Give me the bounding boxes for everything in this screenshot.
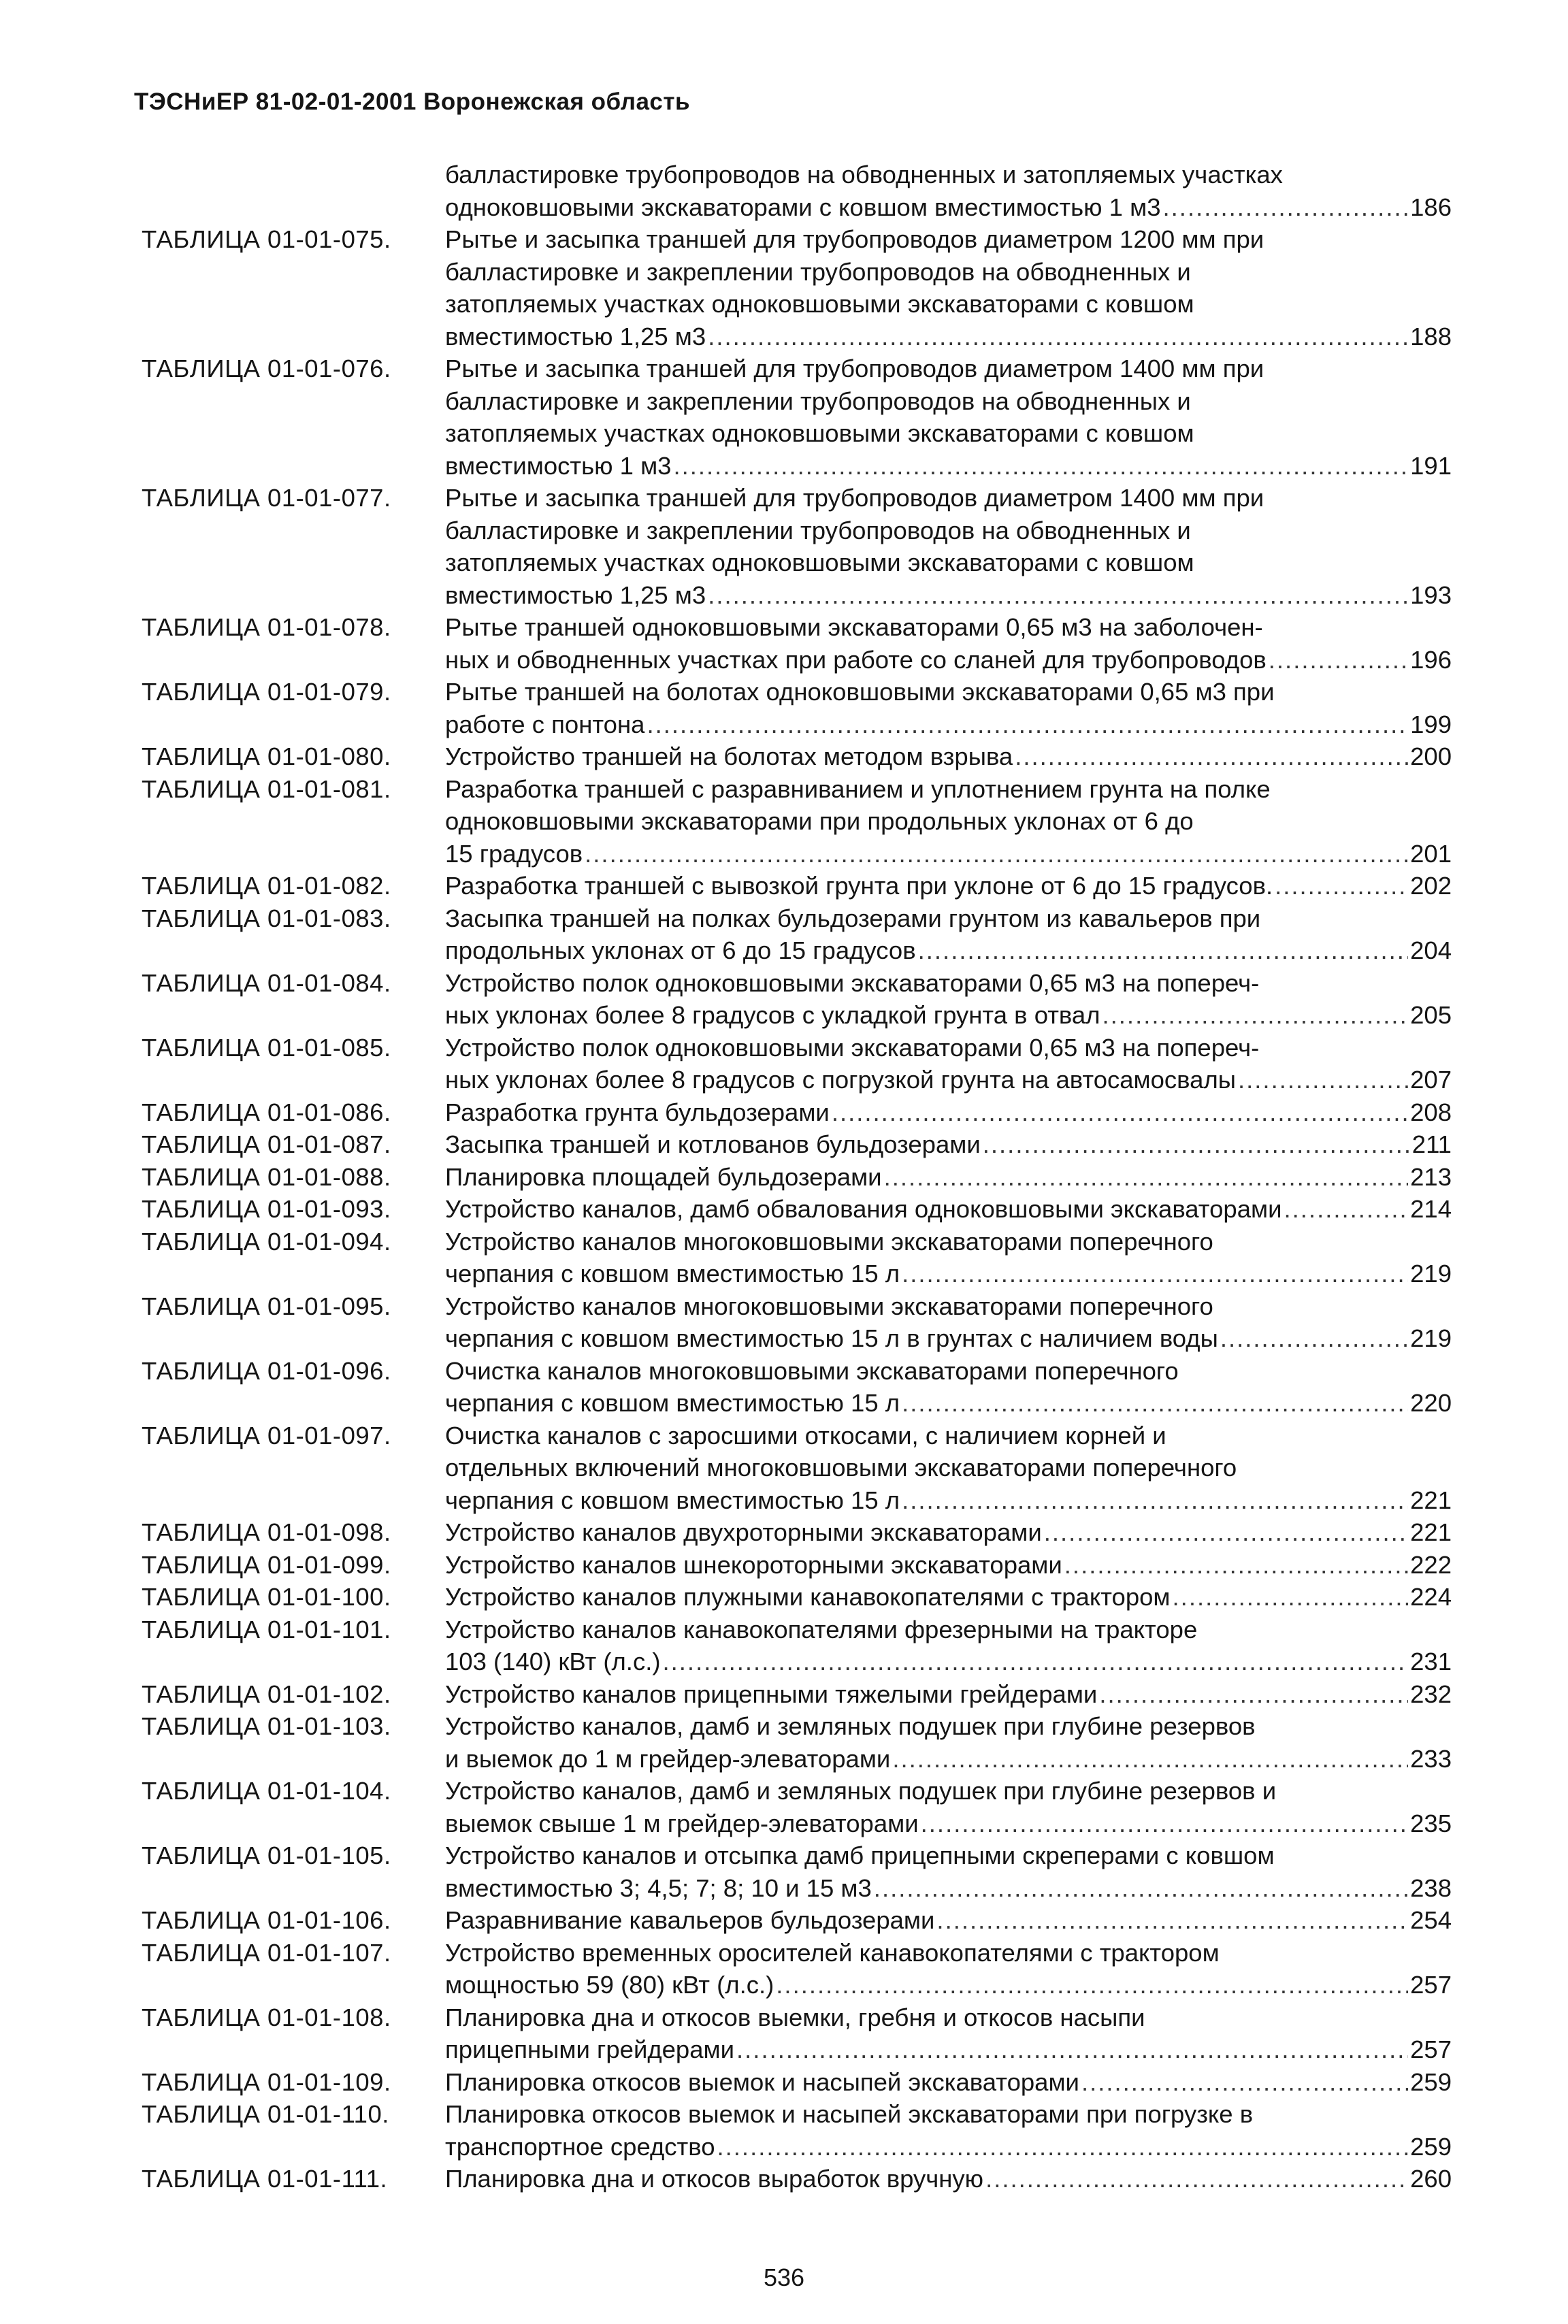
entry-last-line (445, 934, 1452, 967)
entry-label: ТАБЛИЦА 01-01-095. (142, 1292, 391, 1320)
entry-page-number: 259 (1410, 2067, 1452, 2096)
toc-entry (142, 2001, 1452, 2066)
entry-line: ных и обводненных участках при работе со сланей для трубопроводов (445, 645, 1267, 674)
entry-line: ных уклонах более 8 градусов с укладкой грунта в отвал (445, 1001, 1100, 1029)
dot-leader (717, 2131, 1409, 2163)
entry-last-line (445, 1322, 1452, 1355)
entry-line: Устройство каналов двухроторными экскаваторами (445, 1518, 1042, 1546)
entry-body (445, 1290, 1452, 1355)
page-header: ТЭСНиЕР 81-02-01-2001 Воронежская область (134, 88, 691, 115)
entry-body (445, 902, 1452, 967)
entry-label: ТАБЛИЦА 01-01-107. (142, 1938, 391, 1967)
entry-last-line (445, 1258, 1452, 1290)
entry-page-number: 224 (1410, 1583, 1452, 1611)
entry-label: ТАБЛИЦА 01-01-111. (142, 2165, 388, 2193)
entry-line: Очистка каналов с заросшими откосами, с наличием корней и (445, 1421, 1166, 1450)
entry-page-number: 208 (1410, 1098, 1452, 1126)
toc-entry (142, 482, 1452, 611)
entry-last-line (445, 740, 1452, 773)
entry-label: ТАБЛИЦА 01-01-100. (142, 1583, 391, 1611)
entry-last-line (445, 450, 1452, 482)
entry-last-line (445, 1484, 1452, 1517)
entry-line: Рытье траншей одноковшовыми экскаваторами 0,65 м3 на заболочен- (445, 613, 1263, 641)
dot-leader (1238, 1064, 1408, 1096)
entry-body (445, 353, 1452, 482)
entry-body (445, 1032, 1452, 1096)
entry-page-number: 233 (1410, 1744, 1452, 1773)
entry-line: Устройство траншей на болотах методом взрыва (445, 742, 1013, 770)
entry-page-number: 222 (1410, 1550, 1452, 1579)
entry-line: Устройство каналов, дамб обвалования одноковшовыми экскаваторами (445, 1195, 1282, 1223)
entry-line: Устройство временных оросителей канавокопателями с трактором (445, 1938, 1220, 1967)
dot-leader (892, 1743, 1408, 1775)
toc-entry (142, 1937, 1452, 2001)
dot-leader (985, 2163, 1408, 2195)
entry-body (445, 1710, 1452, 1775)
entry-last-line (445, 1969, 1452, 2001)
entry-page-number: 193 (1410, 580, 1452, 609)
entry-label: ТАБЛИЦА 01-01-102. (142, 1680, 391, 1708)
toc-entry (142, 1128, 1452, 1161)
entry-body (445, 676, 1452, 740)
entry-line: Планировка откосов выемок и насыпей экскаваторами при погрузке в (445, 2100, 1254, 2128)
entry-body (445, 967, 1452, 1032)
dot-leader (1015, 740, 1408, 773)
toc-entry (142, 1226, 1452, 1290)
toc-entry (142, 223, 1452, 353)
entry-body (445, 1096, 1452, 1129)
entry-line: Разравнивание кавальеров бульдозерами (445, 1906, 935, 1934)
entry-body (445, 740, 1452, 773)
entry-line: Устройство каналов многоковшовыми экскаваторами поперечного (445, 1227, 1213, 1256)
entry-label: ТАБЛИЦА 01-01-080. (142, 742, 391, 770)
toc-entry (142, 773, 1452, 870)
toc-continuation (142, 159, 1452, 223)
entry-page-number: 204 (1410, 936, 1452, 964)
entry-last-line (445, 1872, 1452, 1905)
entry-body (445, 1581, 1452, 1614)
dot-leader (936, 1904, 1408, 1937)
entry-page-number: 191 (1410, 451, 1452, 480)
entry-line: Устройство полок одноковшовыми экскаваторами 0,65 м3 на попереч- (445, 1033, 1260, 1062)
entry-label: ТАБЛИЦА 01-01-097. (142, 1421, 391, 1450)
entry-line: одноковшовыми экскаваторами с ковшом вместимостью 1 м3 (445, 193, 1161, 221)
toc-entry (142, 1581, 1452, 1614)
entry-line: одноковшовыми экскаваторами при продольных уклонах от 6 до (445, 807, 1194, 835)
entry-line: вместимостью 3; 4,5; 7; 8; 10 и 15 м3 (445, 1873, 872, 1902)
entry-last-line (445, 1193, 1452, 1226)
toc-entry (142, 902, 1452, 967)
entry-last-line (445, 644, 1452, 676)
entry-body (445, 1839, 1452, 1904)
toc-entry (142, 740, 1452, 773)
entry-page-number: 201 (1410, 839, 1452, 868)
entry-line: Рытье и засыпка траншей для трубопроводов диаметром 1400 мм при (445, 355, 1264, 382)
entry-last-line (445, 708, 1452, 741)
dot-leader (902, 1258, 1408, 1290)
entry-line: черпания с ковшом вместимостью 15 л в грунтах с наличием воды (445, 1324, 1218, 1352)
toc-entry (142, 1193, 1452, 1226)
dot-leader (1081, 2066, 1408, 2099)
entry-line: Планировка дна и откосов выработок вручную (445, 2165, 984, 2193)
entry-line: вместимостью 1,25 м3 (445, 580, 706, 609)
entry-label: ТАБЛИЦА 01-01-082. (142, 872, 391, 900)
toc-entry (142, 611, 1452, 676)
entry-line: Устройство каналов плужными канавокопателями с трактором (445, 1583, 1171, 1611)
entry-body (445, 1614, 1452, 1678)
entry-last-line (445, 999, 1452, 1032)
toc-entry (142, 1516, 1452, 1549)
toc-entry (142, 1904, 1452, 1937)
entry-page-number: 205 (1410, 1001, 1452, 1029)
entry-line: Планировка откосов выемок и насыпей экскаваторами (445, 2067, 1079, 2096)
entry-line: затопляемых участках одноковшовыми экскаваторами с ковшом (445, 419, 1194, 447)
entry-line: Разработка грунта бульдозерами (445, 1098, 830, 1126)
entry-label: ТАБЛИЦА 01-01-093. (142, 1195, 391, 1223)
entry-page-number: 200 (1410, 742, 1452, 770)
entry-line: балластировке и закреплении трубопроводов на обводненных и (445, 387, 1191, 415)
entry-line: мощностью 59 (80) кВт (л.с.) (445, 1971, 774, 1999)
entry-body (445, 1775, 1452, 1839)
table-of-contents (142, 159, 1452, 2195)
entry-line: Устройство каналов канавокопателями фрезерными на тракторе (445, 1615, 1198, 1643)
entry-line: Засыпка траншей и котлованов бульдозерами (445, 1130, 981, 1158)
entry-line: черпания с ковшом вместимостью 15 л (445, 1260, 900, 1288)
entry-page-number: 231 (1410, 1648, 1452, 1675)
entry-label: ТАБЛИЦА 01-01-086. (142, 1098, 391, 1126)
entry-page-number: 220 (1410, 1389, 1452, 1417)
entry-line: транспортное средство (445, 2132, 715, 2161)
entry-line: прицепными грейдерами (445, 2035, 735, 2063)
entry-body (445, 870, 1452, 902)
entry-line: Планировка дна и откосов выемки, гребня и откосов насыпи (445, 2003, 1145, 2031)
entry-page-number: 219 (1410, 1260, 1452, 1288)
entry-line: затопляемых участках одноковшовыми экскаваторами с ковшом (445, 549, 1194, 576)
entry-label: ТАБЛИЦА 01-01-085. (142, 1033, 391, 1062)
dot-leader (1099, 1678, 1408, 1711)
entry-line: Устройство каналов, дамб и земляных подушек при глубине резервов и (445, 1777, 1277, 1805)
dot-leader (902, 1484, 1408, 1517)
entry-body (445, 1420, 1452, 1517)
entry-line: Устройство каналов прицепными тяжелыми грейдерами (445, 1680, 1098, 1708)
entry-label: ТАБЛИЦА 01-01-096. (142, 1356, 391, 1385)
entry-body (445, 482, 1452, 611)
dot-leader (708, 579, 1408, 612)
dot-leader (1269, 644, 1408, 676)
entry-body (445, 1678, 1452, 1711)
entry-body (445, 223, 1452, 353)
entry-line: Устройство каналов, дамб и земляных подушек при глубине резервов (445, 1712, 1256, 1740)
dot-leader (1044, 1516, 1408, 1549)
entry-page-number: 214 (1410, 1195, 1452, 1223)
toc-entry (142, 1839, 1452, 1904)
entry-last-line (445, 1549, 1452, 1582)
entry-label: ТАБЛИЦА 01-01-081. (142, 774, 391, 803)
entry-label: ТАБЛИЦА 01-01-098. (142, 1518, 391, 1546)
dot-leader (884, 1161, 1409, 1194)
dot-leader (1102, 999, 1409, 1032)
entry-last-line (445, 1064, 1452, 1096)
dot-leader (902, 1387, 1408, 1420)
entry-body (445, 1516, 1452, 1549)
dot-leader (1173, 1581, 1409, 1614)
entry-page-number: 186 (1410, 193, 1452, 221)
toc-entry (142, 353, 1452, 482)
entry-line: Разработка траншей с разравниванием и уплотнением грунта на полке (445, 774, 1271, 803)
dot-leader (585, 838, 1408, 870)
entry-label: ТАБЛИЦА 01-01-110. (142, 2100, 389, 2128)
entry-last-line (445, 1096, 1452, 1129)
entry-line: балластировке трубопроводов на обводненных и затопляемых участках (445, 161, 1283, 189)
entry-last-line (445, 579, 1452, 612)
entry-line: балластировке и закреплении трубопроводов на обводненных и (445, 257, 1191, 286)
dot-leader (921, 1807, 1408, 1840)
entry-page-number: 219 (1410, 1324, 1452, 1352)
dot-leader (1163, 191, 1409, 224)
entry-line: 103 (140) кВт (л.с.) (445, 1648, 661, 1675)
entry-line: и выемок до 1 м грейдер-элеваторами (445, 1744, 891, 1773)
entry-last-line (445, 1678, 1452, 1711)
entry-label: ТАБЛИЦА 01-01-075. (142, 225, 391, 253)
entry-line: Устройство полок одноковшовыми экскаваторами 0,65 м3 на попереч- (445, 968, 1260, 997)
entry-last-line (445, 1128, 1452, 1161)
toc-entry (142, 1355, 1452, 1420)
entry-label: ТАБЛИЦА 01-01-105. (142, 1842, 391, 1869)
dot-leader (776, 1969, 1408, 2001)
entry-page-number: 259 (1410, 2132, 1452, 2161)
entry-line: Планировка площадей бульдозерами (445, 1162, 882, 1191)
toc-entry (142, 1775, 1452, 1839)
toc-entry (142, 1710, 1452, 1775)
entry-line: вместимостью 1,25 м3 (445, 322, 706, 350)
dot-leader (1064, 1549, 1408, 1582)
entry-page-number: 199 (1410, 710, 1452, 738)
entry-page-number: 257 (1410, 1971, 1452, 1999)
entry-label: ТАБЛИЦА 01-01-083. (142, 904, 391, 932)
entry-line: Устройство каналов многоковшовыми экскаваторами поперечного (445, 1292, 1213, 1320)
entry-page-number: 211 (1411, 1130, 1452, 1158)
dot-leader (663, 1646, 1409, 1678)
dot-leader (983, 1128, 1410, 1161)
entry-last-line (445, 2163, 1452, 2195)
entry-body (445, 1226, 1452, 1290)
entry-last-line (445, 2033, 1452, 2066)
entry-body (445, 1904, 1452, 1937)
entry-last-line (445, 1161, 1452, 1194)
entry-label: ТАБЛИЦА 01-01-109. (142, 2067, 391, 2096)
dot-leader (673, 450, 1408, 482)
entry-body (445, 1128, 1452, 1161)
entry-label: ТАБЛИЦА 01-01-079. (142, 678, 391, 706)
entry-line: выемок свыше 1 м грейдер-элеваторами (445, 1809, 919, 1837)
toc-entry (142, 1678, 1452, 1711)
entry-label: ТАБЛИЦА 01-01-084. (142, 968, 391, 997)
entry-last-line (445, 838, 1452, 870)
entry-line: Устройство каналов шнекороторными экскаваторами (445, 1550, 1062, 1579)
entry-line: отдельных включений многоковшовыми экскаваторами поперечного (445, 1454, 1237, 1482)
toc-entry (142, 1549, 1452, 1582)
entry-body (445, 2163, 1452, 2195)
entry-page-number: 188 (1410, 322, 1452, 350)
entry-label: ТАБЛИЦА 01-01-094. (142, 1227, 391, 1256)
entry-label: ТАБЛИЦА 01-01-104. (142, 1777, 391, 1805)
entry-page-number: 213 (1410, 1162, 1452, 1191)
entry-page-number: 257 (1410, 2035, 1452, 2063)
entry-label: ТАБЛИЦА 01-01-087. (142, 1130, 391, 1158)
toc-entry (142, 1161, 1452, 1194)
dot-leader (1220, 1322, 1408, 1355)
entry-last-line (445, 1581, 1452, 1614)
entry-line: Разработка траншей с вывозкой грунта при уклоне от 6 до 15 градусов. (445, 872, 1273, 900)
entry-body (445, 1193, 1452, 1226)
entry-page-number: 254 (1410, 1906, 1452, 1934)
toc-entry (142, 2163, 1452, 2195)
toc-entry (142, 2066, 1452, 2099)
entry-page-number: 238 (1410, 1873, 1452, 1902)
dot-leader (1284, 1193, 1409, 1226)
entry-label: ТАБЛИЦА 01-01-099. (142, 1550, 391, 1579)
entry-body (445, 611, 1452, 676)
entry-line: 15 градусов (445, 839, 583, 868)
entry-line: черпания с ковшом вместимостью 15 л (445, 1486, 900, 1514)
entry-page-number: 221 (1410, 1518, 1452, 1546)
entry-body (445, 2001, 1452, 2066)
entry-last-line (445, 2131, 1452, 2163)
entry-page-number: 202 (1410, 872, 1452, 900)
entry-line: балластировке и закреплении трубопроводов на обводненных и (445, 516, 1191, 544)
toc-entry (142, 676, 1452, 740)
entry-last-line (445, 1807, 1452, 1840)
entry-label: ТАБЛИЦА 01-01-101. (142, 1615, 391, 1643)
entry-line: Рытье и засыпка траншей для трубопроводов диаметром 1400 мм при (445, 484, 1264, 512)
entry-body (445, 1161, 1452, 1194)
entry-line: ных уклонах более 8 градусов с погрузкой грунта на автосамосвалы (445, 1066, 1236, 1094)
entry-body (445, 159, 1452, 223)
entry-last-line (445, 1646, 1452, 1678)
entry-line: продольных уклонах от 6 до 15 градусов (445, 936, 916, 964)
entry-line: Устройство каналов и отсыпка дамб прицепными скреперами с ковшом (445, 1842, 1275, 1869)
entry-label: ТАБЛИЦА 01-01-078. (142, 613, 391, 641)
toc-entry (142, 1032, 1452, 1096)
dot-leader (918, 934, 1408, 967)
entry-label: ТАБЛИЦА 01-01-077. (142, 484, 391, 512)
entry-line: вместимостью 1 м3 (445, 451, 672, 480)
entry-page-number: 232 (1410, 1680, 1452, 1708)
entry-page-number: 260 (1410, 2165, 1452, 2193)
entry-last-line (445, 870, 1452, 902)
entry-line: Очистка каналов многоковшовыми экскаваторами поперечного (445, 1356, 1179, 1385)
entry-page-number: 207 (1410, 1066, 1452, 1094)
dot-leader (874, 1872, 1408, 1905)
entry-last-line (445, 1387, 1452, 1420)
entry-page-number: 196 (1410, 645, 1452, 674)
entry-last-line (445, 1516, 1452, 1549)
entry-line: работе с понтона (445, 710, 645, 738)
toc-entry (142, 870, 1452, 902)
entry-page-number: 221 (1410, 1486, 1452, 1514)
entry-line: Рытье и засыпка траншей для трубопроводов диаметром 1200 мм при (445, 225, 1264, 253)
entry-label: ТАБЛИЦА 01-01-106. (142, 1906, 391, 1934)
entry-body (445, 2066, 1452, 2099)
entry-label: ТАБЛИЦА 01-01-076. (142, 355, 391, 382)
toc-entry (142, 1096, 1452, 1129)
page-number: 536 (763, 2263, 805, 2291)
dot-leader (708, 321, 1408, 353)
entry-label: ТАБЛИЦА 01-01-108. (142, 2003, 391, 2031)
dot-leader (647, 708, 1408, 741)
entry-label: ТАБЛИЦА 01-01-088. (142, 1162, 391, 1191)
entry-last-line (445, 1743, 1452, 1775)
dot-leader (832, 1096, 1408, 1129)
toc-entry (142, 1290, 1452, 1355)
entry-line: Засыпка траншей на полках бульдозерами грунтом из кавальеров при (445, 904, 1261, 932)
entry-body (445, 1549, 1452, 1582)
dot-leader (736, 2033, 1408, 2066)
entry-line: затопляемых участках одноковшовыми экскаваторами с ковшом (445, 290, 1194, 318)
toc-entry (142, 2098, 1452, 2163)
entry-body (445, 1937, 1452, 2001)
toc-entry (142, 1420, 1452, 1517)
entry-last-line (445, 1904, 1452, 1937)
dot-leader (1275, 870, 1408, 902)
entry-line: черпания с ковшом вместимостью 15 л (445, 1389, 900, 1417)
toc-entry (142, 1614, 1452, 1678)
entry-last-line (445, 2066, 1452, 2099)
entry-label: ТАБЛИЦА 01-01-103. (142, 1712, 391, 1740)
entry-body (445, 1355, 1452, 1420)
entry-body (445, 2098, 1452, 2163)
entry-line: Рытье траншей на болотах одноковшовыми экскаваторами 0,65 м3 при (445, 678, 1275, 706)
entry-body (445, 773, 1452, 870)
toc-entry (142, 967, 1452, 1032)
entry-page-number: 235 (1410, 1809, 1452, 1837)
entry-last-line (445, 191, 1452, 224)
entry-last-line (445, 321, 1452, 353)
